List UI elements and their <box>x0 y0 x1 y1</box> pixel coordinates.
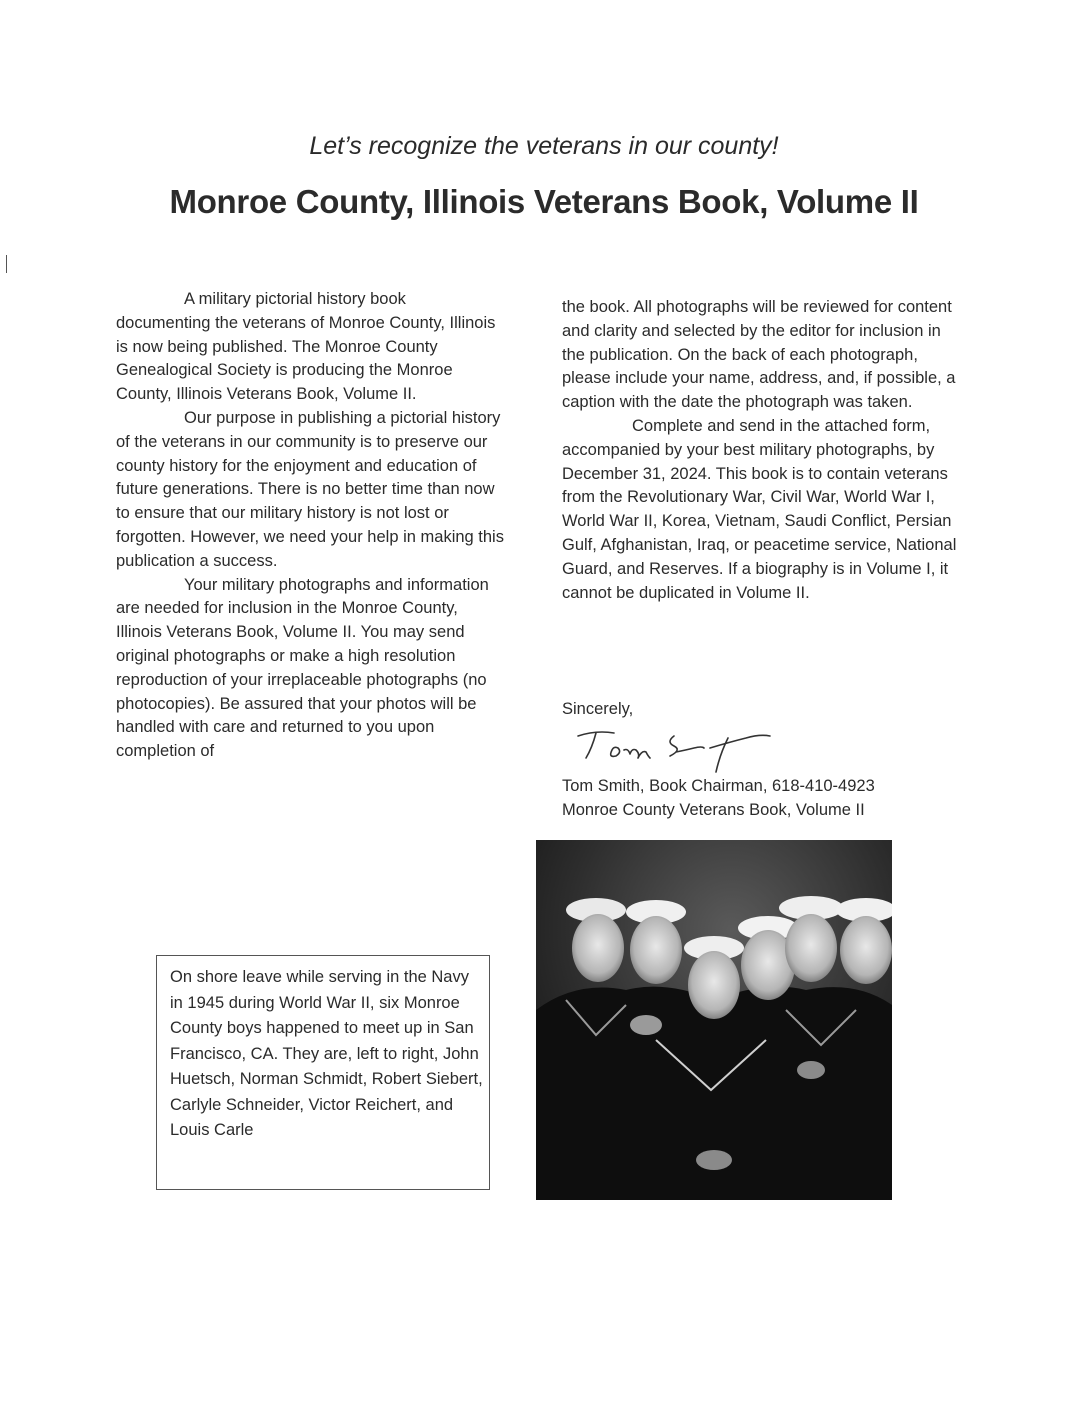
signer-line: Tom Smith, Book Chairman, 618-410-4923 <box>562 777 875 795</box>
review-paragraph: the book. All photographs will be reviewed for content and clarity and selected by the editor for inclusion in the publication. On the back of each photograph, please include your name, address, and, if possible, a caption with the date the photograph was taken. <box>562 298 956 412</box>
right-column <box>562 296 958 605</box>
deadline-paragraph: Complete and send in the attached form, accompanied by your best military photographs, by December 31, 2024. This book is to contain veterans from the Revolutionary War, Civil War, World War I, World War II, Korea, Vietnam, Saudi Conflict, Persian Gulf, Afghanistan, Iraq, or peacetime service, National Guard, and Reserves. If a biography is in Volume I, it cannot be duplicated in Volume II. <box>562 416 957 602</box>
page-title: Monroe County, Illinois Veterans Book, Volume II <box>169 183 919 220</box>
salutation: Sincerely, <box>562 700 634 718</box>
handwritten-signature <box>570 724 790 776</box>
sailors-photo <box>536 840 892 1200</box>
purpose-paragraph: Our purpose in publishing a pictorial history of the veterans in our community is to preserve our county history for the enjoyment and education of future generations. There is no better time than now to ensure that our military history is not lost or forgotten. However, we need your help in making this publication a success. <box>116 408 504 570</box>
scan-mark <box>6 255 7 273</box>
sailors-photo-image <box>536 840 892 1200</box>
photos-paragraph: Your military photographs and information are needed for inclusion in the Monroe County, Illinois Veterans Book, Volume II. You may send original photographs or make a high resolution reproduction of your irreplaceable photographs (no photocopies). Be assured that your photos will be handled with care and returned to you upon completion of <box>116 575 489 761</box>
book-line: Monroe County Veterans Book, Volume II <box>562 800 865 819</box>
photo-caption: On shore leave while serving in the Navy in 1945 during World War II, six Monroe County boys happened to meet up in San Francisco, CA. They are, left to right, John Huetsch, Norman Schmidt, Robert Siebert, Carlyle Schneider, Victor Reichert, and Louis Carle <box>170 968 483 1139</box>
intro-paragraph: A military pictorial history book documenting the veterans of Monroe County, Illinois is now being published. The Monroe County Genealogical Society is producing the Monroe County, Illinois Veterans Book, Volume II. <box>116 290 496 404</box>
tagline: Let’s recognize the veterans in our county! <box>309 132 779 160</box>
signer-block <box>562 775 962 823</box>
left-column <box>116 288 504 764</box>
